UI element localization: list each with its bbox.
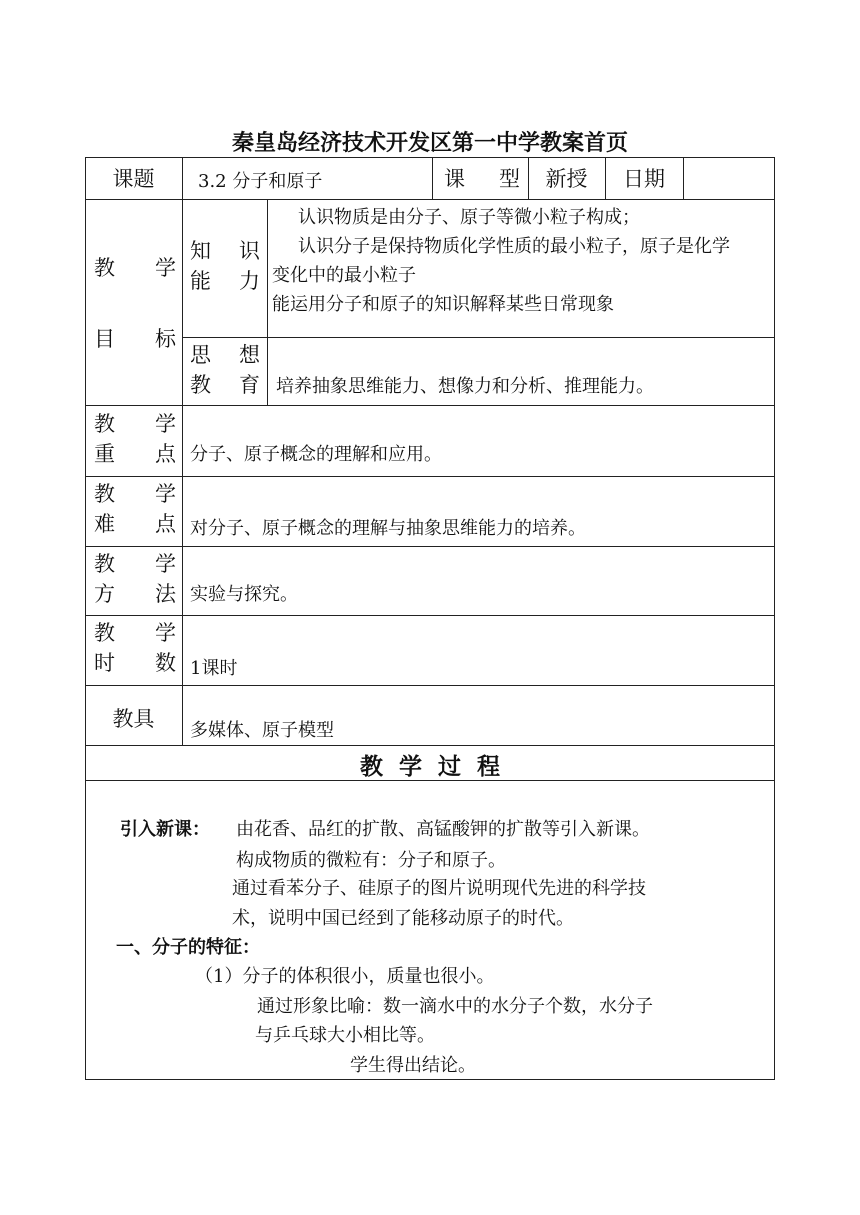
label-char: 标 (155, 327, 176, 351)
row-divider (85, 615, 775, 616)
label-char: 难 (94, 512, 115, 536)
col-divider (683, 157, 684, 199)
key-points-label (94, 409, 176, 469)
point-line: 学生得出结论。 (350, 1055, 476, 1076)
intro-line: 通过看苯分子、硅原子的图片说明现代先进的科学技 (232, 878, 646, 899)
knowledge-line: 认识物质是由分子、原子等微小粒子构成； (298, 207, 640, 228)
row-divider (85, 476, 775, 477)
label-char: 方 (94, 582, 115, 606)
methods-text: 实验与探究。 (190, 584, 298, 605)
knowledge-line: 变化中的最小粒子 (272, 265, 416, 286)
difficulties-text: 对分子、原子概念的理解与抽象思维能力的培养。 (190, 518, 586, 539)
label-char: 点 (155, 442, 176, 466)
methods-label (94, 549, 176, 609)
row-divider (85, 405, 775, 406)
knowledge-line: 认识分子是保持物质化学性质的最小粒子，原子是化学 (298, 236, 730, 257)
type-label (444, 163, 520, 193)
point-line: 通过形象比喻：数一滴水中的水分子个数，水分子 (257, 996, 653, 1017)
label-char: 教 (94, 552, 115, 576)
row-divider (85, 685, 775, 686)
hours-text: 1课时 (190, 658, 238, 679)
label-char: 想 (239, 343, 260, 367)
date-label: 日期 (623, 167, 665, 191)
label-char: 重 (94, 442, 115, 466)
label-char: 学 (155, 256, 176, 280)
row-divider (85, 199, 775, 200)
col-divider (432, 157, 433, 199)
intro-line: 由花香、品红的扩散、高锰酸钾的扩散等引入新课。 (236, 819, 650, 840)
knowledge-text (272, 203, 772, 319)
label-char: 学 (155, 621, 176, 645)
row-divider (85, 745, 775, 746)
row-divider (182, 337, 775, 338)
label-char: 思 (190, 343, 211, 367)
section-heading: 一、分子的特征： (116, 937, 260, 958)
label-char: 法 (155, 582, 176, 606)
label-char: 力 (239, 269, 260, 293)
label-char: 目 (94, 327, 115, 351)
point-line: 与乒乓球大小相比等。 (255, 1025, 435, 1046)
label-char: 教 (94, 482, 115, 506)
label-char: 教 (94, 621, 115, 645)
label-char: 育 (239, 373, 260, 397)
ideology-label (190, 340, 260, 400)
label-char: 教 (190, 373, 211, 397)
label-char: 点 (155, 512, 176, 536)
label-char: 学 (155, 482, 176, 506)
label-char: 学 (155, 412, 176, 436)
tools-text: 多媒体、原子模型 (190, 720, 334, 741)
label-char: 时 (94, 651, 115, 675)
knowledge-line: 能运用分子和原子的知识解释某些日常现象 (272, 294, 614, 315)
col-divider (267, 199, 268, 405)
label-char: 知 (190, 239, 211, 263)
label-char: 教 (94, 256, 115, 280)
type-label-char: 课 (444, 167, 465, 191)
label-char: 学 (155, 552, 176, 576)
type-label-char: 型 (499, 167, 520, 191)
tools-label: 教具 (112, 707, 155, 731)
intro-line: 术，说明中国已经到了能移动原子的时代。 (232, 908, 574, 929)
row-divider (85, 546, 775, 547)
topic-value: 3.2 分子和原子 (198, 171, 323, 192)
type-value: 新授 (545, 167, 588, 191)
label-char: 能 (190, 269, 211, 293)
topic-label: 课题 (112, 167, 155, 191)
ideology-text: 培养抽象思维能力、想像力和分析、推理能力。 (276, 376, 654, 397)
label-char: 识 (239, 239, 260, 263)
hours-label (94, 618, 176, 678)
label-char: 教 (94, 412, 115, 436)
label-char: 数 (155, 651, 176, 675)
intro-line: 构成物质的微粒有：分子和原子。 (236, 850, 506, 871)
process-heading: 教 学 过 程 (359, 754, 501, 780)
objectives-label-bottom (94, 323, 176, 353)
point-line: （1）分子的体积很小，质量也很小。 (195, 966, 495, 987)
page-title: 秦皇岛经济技术开发区第一中学教案首页 (231, 131, 628, 156)
key-points-text: 分子、原子概念的理解和应用。 (190, 444, 442, 465)
difficulties-label (94, 479, 176, 539)
intro-label: 引入新课： (120, 819, 210, 840)
knowledge-label (190, 236, 260, 296)
col-divider (182, 157, 183, 745)
objectives-label-top (94, 252, 176, 282)
